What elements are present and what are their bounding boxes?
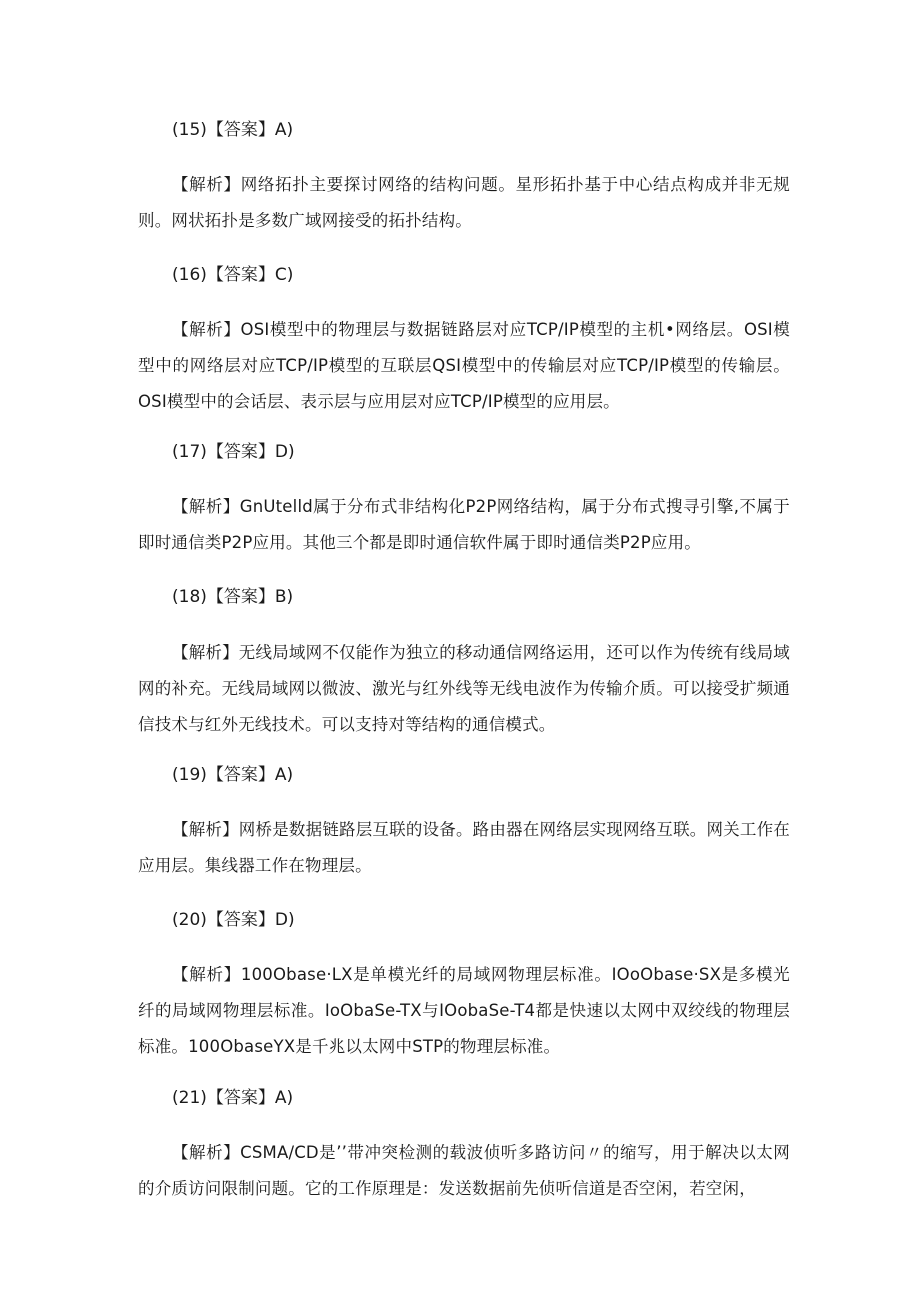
answer-19: (19)【答案】A) [172,765,294,785]
answer-21: (21)【答案】A) [172,1088,294,1108]
explanation-16: 【解析】OSI模型中的物理层与数据链路层对应TCP/IP模型的主机•网络层。OSI模型中的网络层对应TCP/IP模型的互联层QSI模型中的传输层对应TCP/IP模型的传输层。OSI模型中的会话层、表示层与应用层对应TCP/IP模型的应用层。 [138,320,790,411]
explanation-15: 【解析】网络拓扑主要探讨网络的结构问题。星形拓扑基于中心结点构成并非无规则。网状拓扑是多数广域网接受的拓扑结构。 [138,175,790,230]
answer-17: (17)【答案】D) [172,442,295,462]
answer-16: (16)【答案】C) [172,265,294,285]
explanation-18: 【解析】无线局域网不仅能作为独立的移动通信网络运用，还可以作为传统有线局域网的补充。无线局域网以微波、激光与红外线等无线电波作为传输介质。可以接受扩频通信技术与红外无线技术。可以支持对等结构的通信模式。 [138,643,790,734]
explanation-20: 【解析】100Obase·LX是单模光纤的局域网物理层标准。IOoObase·SX是多模光纤的局域网物理层标准。IoObaSe-TX与IOobaSe-T4都是快速以太网中双绞线的物理层标准。100ObaseYX是千兆以太网中STP的物理层标准。 [138,965,790,1056]
answer-18: (18)【答案】B) [172,587,294,607]
explanation-21: 【解析】CSMA/CD是’’带冲突检测的载波侦听多路访问〃的缩写，用于解决以太网的介质访问限制问题。它的工作原理是：发送数据前先侦听信道是否空闲，若空闲， [138,1143,790,1198]
explanation-19: 【解析】网桥是数据链路层互联的设备。路由器在网络层实现网络互联。网关工作在应用层。集线器工作在物理层。 [138,820,790,875]
answer-20: (20)【答案】D) [172,910,295,930]
answer-15: (15)【答案】A) [172,120,294,140]
explanation-17: 【解析】GnUtelld属于分布式非结构化P2P网络结构，属于分布式搜寻引擎,不属于即时通信类P2P应用。其他三个都是即时通信软件属于即时通信类P2P应用。 [138,497,790,552]
